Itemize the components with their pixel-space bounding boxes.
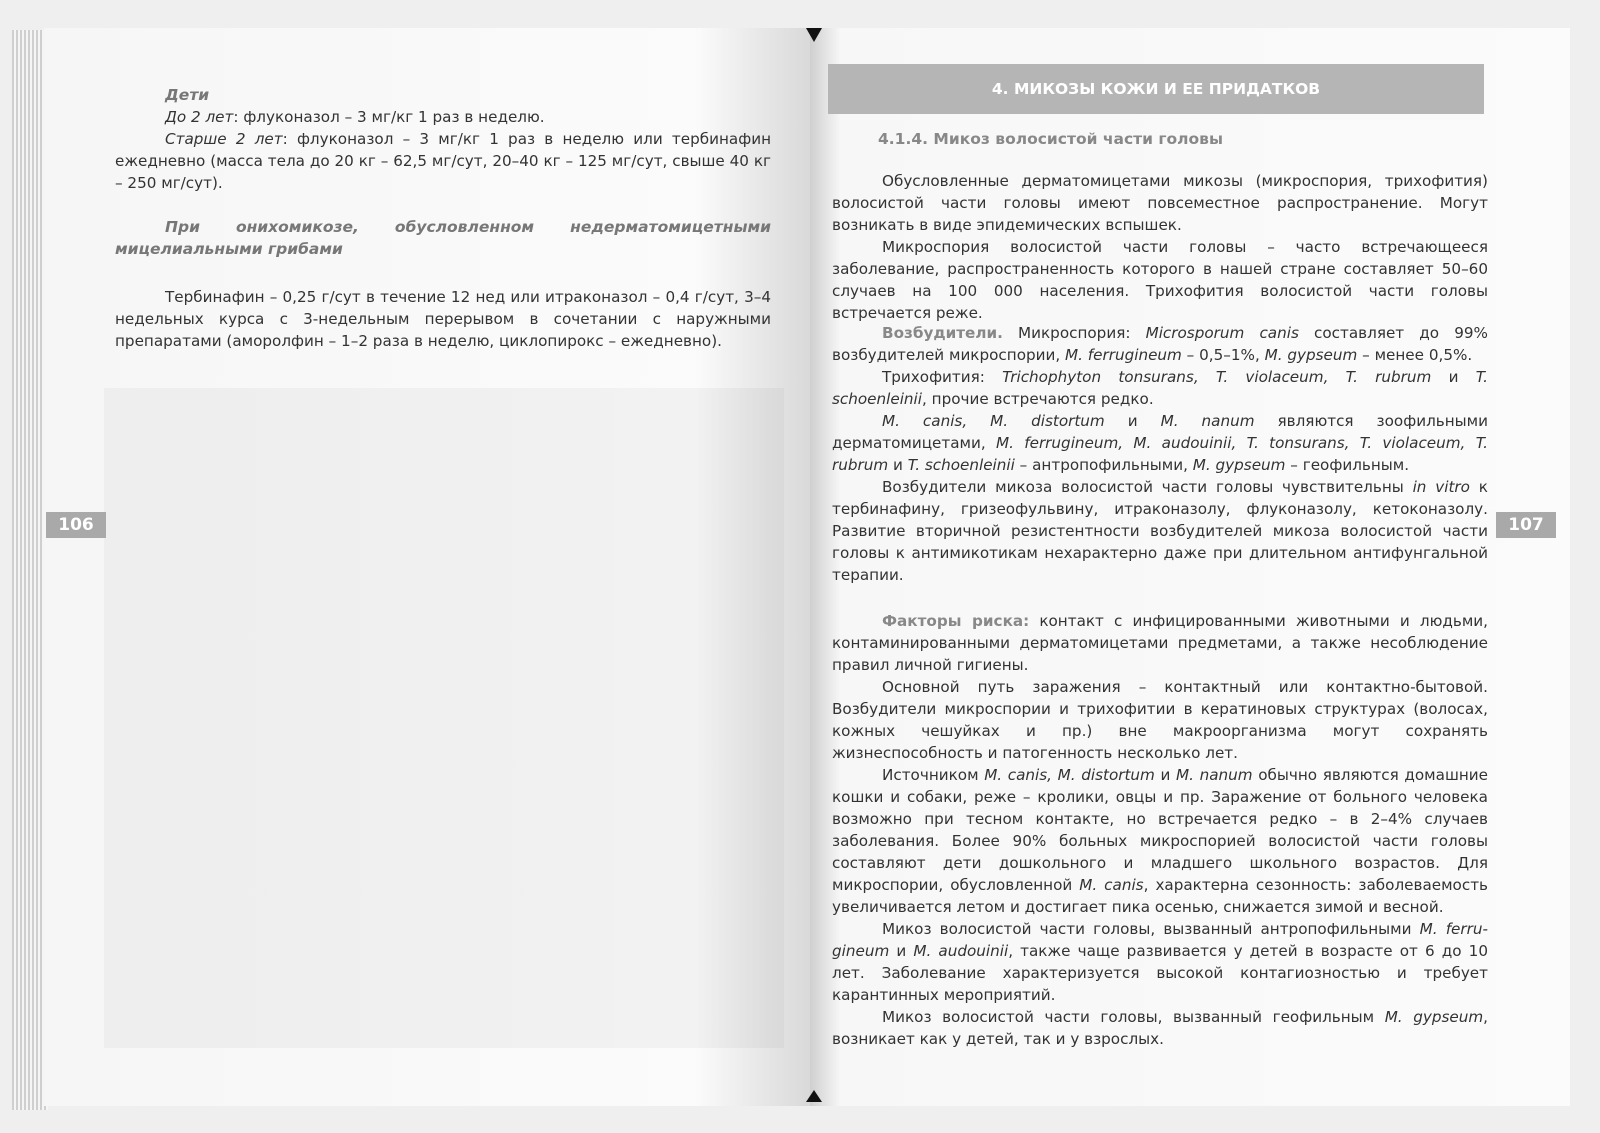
species-name: M. ferrugineum, M. audouinii, T. tonsurans, T. violaceum, T. rubrum [832, 434, 1488, 474]
risk-paragraph [832, 610, 1488, 676]
species-name: M. canis, M. distortum [882, 412, 1105, 430]
risk-label: Факторы риска: [882, 612, 1030, 630]
text-run: Микоз волосистой части головы, вызванный антропофильными [882, 920, 1420, 938]
pathogens-paragraph-4 [832, 476, 1488, 586]
age-label: До 2 лет [165, 108, 234, 126]
left-paragraph-under2 [115, 106, 771, 128]
pathogens-paragraph-3 [832, 410, 1488, 476]
species-name: M. ferrugineum [1065, 346, 1182, 364]
intro-paragraph-2: Микроспория волосистой части головы – часто встречающееся заболевание, распространенность которого в нашей стране составляет 50–60 случаев на 100 000 населения. Трихофития волосистой части головы встречается реже. [832, 238, 1488, 322]
text-run: , возникает как у детей, так и у взрослых. [832, 1008, 1488, 1048]
species-name: M. canis [1079, 876, 1144, 894]
text-run: обычно являются домашние кошки и собаки, реже – кролики, овцы и пр. Заражение от больного человека возможно при тесном контакте, но встречается редко – в 2–4% случаев заболевания. Более 90% больных микроспорией волосистой части головы составляют дети дошкольного и младшего школьного возрастов. Для микроспории, обусловленной [832, 766, 1488, 894]
text-run: Источником [882, 766, 985, 784]
left-subheading [115, 216, 771, 260]
text-run: и [1154, 766, 1177, 784]
anthropophilic-paragraph [832, 918, 1488, 1006]
text-run: – геофильным. [1285, 456, 1410, 474]
species-name: M. gypseum [1192, 456, 1286, 474]
pathogens-paragraph-2 [832, 366, 1488, 410]
transmission-block [832, 676, 1488, 1050]
latin-term: in vitro [1412, 478, 1470, 496]
text-run: и [888, 456, 908, 474]
route-paragraph: Основной путь заражения – контактный или контактно-бытовой. Возбудители микроспории и трихофитии в кератиновых структурах (волосах, кожных чешуйках и пр.) вне макроорганизма могут сохранять жизнеспособность и патогенность несколько лет. [832, 678, 1488, 762]
left-heading: Дети [165, 86, 210, 104]
page-number-right: 107 [1496, 512, 1556, 538]
left-paragraph-treatment: Тербинафин – 0,25 г/сут в течение 12 нед или итраконазол – 0,4 г/сут, 3–4 недельных курса с 3-недельным перерывом в сочетании с наружными препаратами (аморолфин – 1–2 раза в неделю, циклопирокс – ежедневно). [115, 288, 771, 350]
text-run: Микоз волосистой части головы, вызванный геофильным [882, 1008, 1385, 1026]
species-name: M. gypseum [1264, 346, 1358, 364]
text-run: контакт с инфицированными животными и людьми, контаминированными дерматомицетами предметами, а также несоблюдение правил личной гигиены. [832, 612, 1488, 674]
text-run: являются зоофильными дерматомицетами, [832, 412, 1488, 452]
species-name: Microsporum canis [1145, 324, 1299, 342]
species-name: M. gypseum [1384, 1008, 1484, 1026]
intro-paragraph-1: Обусловленные дерматомицетами микозы (микроспория, трихофития) волосистой части головы имеют повсеместное распространение. Могут возникать в виде эпидемических вспышек. [832, 172, 1488, 234]
dosage-text: : флуконазол – 3 мг/кг 1 раз в неделю. [233, 108, 545, 126]
species-name: M. ferru-gineum [832, 920, 1488, 960]
text-run: – антропофильными, [1014, 456, 1193, 474]
text-run: Микроспория: [1002, 324, 1146, 342]
species-name: M. nanum [1176, 766, 1253, 784]
species-name: T. schoenleinii [907, 456, 1015, 474]
geophilic-paragraph [832, 1006, 1488, 1050]
left-dosage-block [115, 106, 771, 194]
text-run: составляет до 99% возбудителей микроспории, [832, 324, 1488, 364]
species-name: M. nanum [1160, 412, 1255, 430]
text-run: – 0,5–1%, [1181, 346, 1265, 364]
species-name: T. schoenleinii [832, 368, 1488, 408]
gutter-marker-bottom [806, 1090, 822, 1102]
source-paragraph [832, 764, 1488, 918]
intro-block [832, 170, 1488, 324]
age-label: Старше 2 лет [165, 130, 283, 148]
text-run: , характерна сезонность: заболеваемость увеличивается летом и достигает пика осенью, снижается зимой и весной. [832, 876, 1488, 916]
section-title: 4.1.4. Микоз волосистой части головы [878, 130, 1223, 148]
risk-factors-block [832, 610, 1488, 676]
species-name: Trichophyton tonsurans, T. violaceum, T. rubrum [1002, 368, 1432, 386]
text-run: , также чаще развивается у детей в возрасте от 6 до 10 лет. Заболевание характеризуется высокой контагиозностью и требует карантинных мероприятий. [832, 942, 1488, 1004]
gutter-marker-top [806, 28, 822, 42]
text-run: , прочие встречаются редко. [922, 390, 1154, 408]
left-treatment-block [115, 286, 771, 352]
pathogens-label: Возбудители. [882, 324, 1003, 342]
species-name: M. canis, M. distortum [984, 766, 1155, 784]
text-run: и [1104, 412, 1161, 430]
left-paragraph-over2 [115, 128, 771, 194]
subheading-text: При онихомикозе, обусловленном недерматомицетными мицелиальными грибами [115, 218, 771, 258]
text-run: Трихофития: [882, 368, 1003, 386]
species-name: M. audouinii [913, 942, 1009, 960]
text-run: к тербинафину, гризеофульвину, итраконазолу, флуконазолу, кетоконазолу. Развитие вторичной резистентности возбудителей микоза волосистой части головы к антимикотикам нехарактерно даже при длительном антифунгальной терапии. [832, 478, 1488, 584]
text-run: и [1431, 368, 1476, 386]
pathogens-block [832, 322, 1488, 586]
text-run: Возбудители микоза волосистой части головы чувствительны [882, 478, 1413, 496]
pathogens-paragraph-1 [832, 322, 1488, 366]
chapter-title-bar: 4. МИКОЗЫ КОЖИ И ЕЕ ПРИДАТКОВ [828, 64, 1484, 114]
text-run: – менее 0,5%. [1357, 346, 1473, 364]
dosage-text: : флуконазол – 3 мг/кг 1 раз в неделю или тербинафин ежедневно (масса тела до 20 кг – 62,5 мг/сут, 20–40 кг – 125 мг/сут, свыше 40 кг – 250 мг/сут). [115, 130, 771, 192]
page-stack-edge [12, 30, 48, 1110]
show-through-shadow [104, 388, 784, 1048]
page-number-left: 106 [46, 512, 106, 538]
text-run: и [889, 942, 914, 960]
